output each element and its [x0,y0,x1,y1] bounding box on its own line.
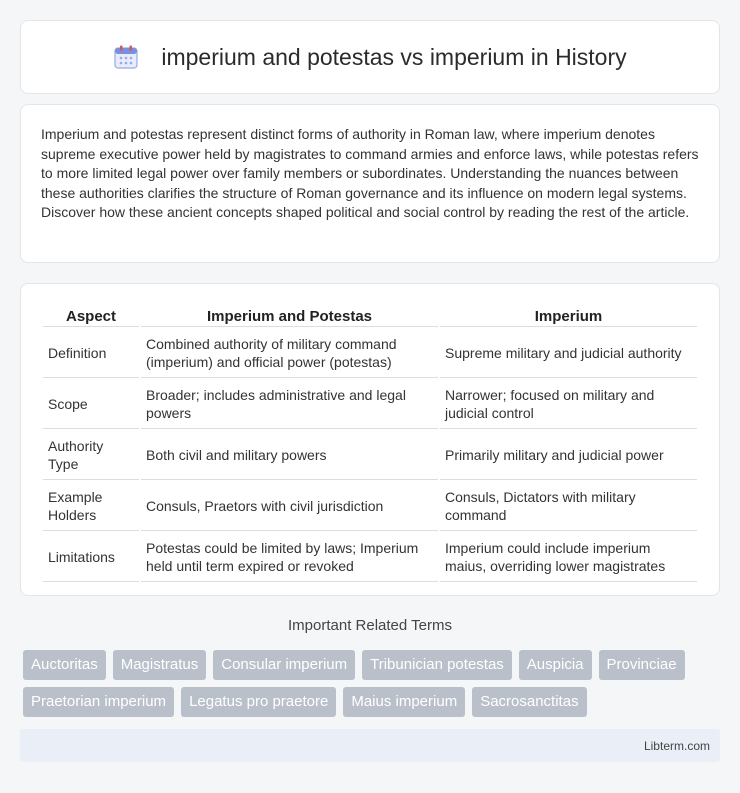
row-imperium-and-potestas: Broader; includes administrative and legal powers [141,380,438,429]
row-aspect: Limitations [43,533,139,582]
intro-card [20,104,720,263]
tag-consular-imperium[interactable]: Consular imperium [213,650,355,680]
row-aspect: Example Holders [43,482,139,531]
table-row [43,380,697,429]
tag-magistratus[interactable]: Magistratus [113,650,207,680]
row-imperium-and-potestas: Combined authority of military command (imperium) and official power (potestas) [141,329,438,378]
tag-sacrosanctitas[interactable]: Sacrosanctitas [472,687,586,717]
row-imperium-and-potestas: Potestas could be limited by laws; Imperium held until term expired or revoked [141,533,438,582]
related-terms-title: Important Related Terms [288,617,452,634]
table-row [43,431,697,480]
tag-provinciae[interactable]: Provinciae [599,650,685,680]
footer [20,729,720,762]
row-imperium: Narrower; focused on military and judicial control [440,380,697,429]
row-imperium-and-potestas: Consuls, Praetors with civil jurisdiction [141,482,438,531]
comparison-table [41,304,699,584]
title-card [20,20,720,94]
tag-praetorian-imperium[interactable]: Praetorian imperium [23,687,174,717]
row-imperium: Supreme military and judicial authority [440,329,697,378]
row-imperium: Imperium could include imperium maius, overriding lower magistrates [440,533,697,582]
row-imperium: Consuls, Dictators with military command [440,482,697,531]
tag-tribunician-potestas[interactable]: Tribunician potestas [362,650,512,680]
page-title: imperium and potestas vs imperium in History [161,43,627,70]
table-row [43,533,697,582]
row-aspect: Definition [43,329,139,378]
table-header-row [43,306,697,327]
related-terms-list [23,650,723,717]
tag-auspicia[interactable]: Auspicia [519,650,592,680]
tag-maius-imperium[interactable]: Maius imperium [343,687,465,717]
row-imperium: Primarily military and judicial power [440,431,697,480]
comparison-card [20,283,720,596]
calendar-icon [113,44,139,70]
table-row [43,482,697,531]
row-imperium-and-potestas: Both civil and military powers [141,431,438,480]
header-aspect: Aspect [43,306,139,327]
header-imperium-and-potestas: Imperium and Potestas [141,306,438,327]
row-aspect: Authority Type [43,431,139,480]
header-imperium: Imperium [440,306,697,327]
tag-auctoritas[interactable]: Auctoritas [23,650,106,680]
tag-legatus-pro-praetore[interactable]: Legatus pro praetore [181,687,336,717]
footer-site-link[interactable]: Libterm.com [643,738,710,753]
table-row [43,329,697,378]
row-aspect: Scope [43,380,139,429]
intro-text: Imperium and potestas represent distinct forms of authority in Roman law, where imperium denotes supreme executive power held by magistrates to command armies and enforce laws, while potestas refers to more limited legal power over family members or subordinates. Understanding the nuances between these authorities clarifies the structure of Roman governance and its influence on modern legal systems. Discover how these ancient concepts shaped political and social control by reading the rest of the article. [41,126,699,221]
